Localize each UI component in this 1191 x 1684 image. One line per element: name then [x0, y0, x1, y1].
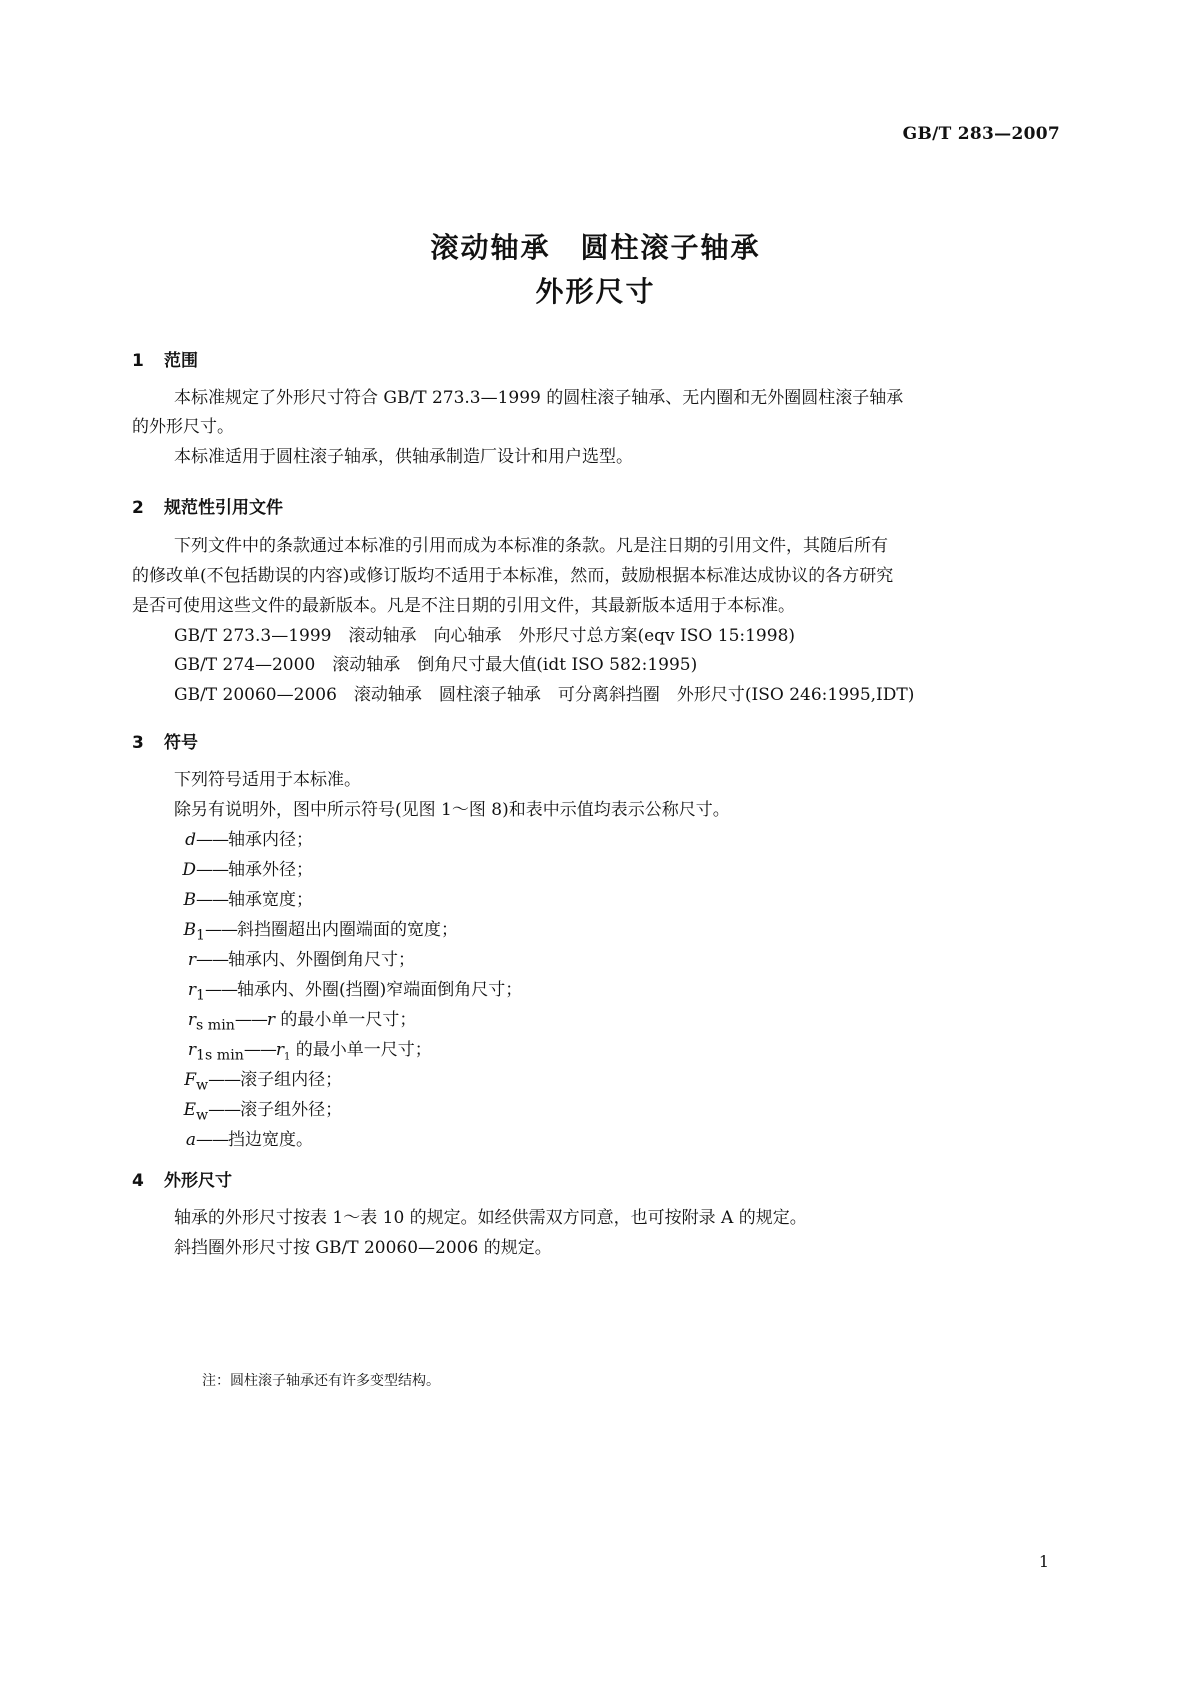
symbol-row	[120, 915, 458, 943]
page-number: 1	[1038, 1552, 1049, 1571]
symbol: B	[183, 920, 196, 940]
symbol: F	[184, 1070, 196, 1090]
description-subscript: 1	[283, 1051, 291, 1063]
em-dash: ——	[208, 1070, 241, 1090]
symbol-row	[120, 885, 313, 910]
em-dash: ——	[205, 980, 238, 1000]
symbol-row	[120, 975, 522, 1003]
symbol-subscript: w	[196, 1077, 209, 1094]
paragraph: 下列文件中的条款通过本标准的引用而成为本标准的条款。凡是注日期的引用文件，其随后所有	[174, 536, 888, 556]
em-dash: ——	[243, 1040, 276, 1060]
symbol-description: 轴承内、外圈(挡圈)窄端面倒角尺寸；	[237, 980, 523, 1000]
reference-item: GB/T 273.3—1999 滚动轴承 向心轴承 外形尺寸总方案(eqv ISO 15:1998)	[174, 626, 796, 646]
note: 注：圆柱滚子轴承还有许多变型结构。	[202, 1373, 440, 1389]
paragraph: 的修改单(不包括勘误的内容)或修订版均不适用于本标准，然而，鼓励根据本标准达成协议的各方研究	[132, 566, 894, 586]
symbol: r	[187, 1040, 196, 1060]
symbol-subscript: 1	[196, 987, 206, 1004]
title-line-2: 外形尺寸	[535, 275, 656, 308]
em-dash: ——	[208, 1100, 241, 1120]
section-1-heading	[132, 346, 198, 371]
document-code: GB/T 283—2007	[902, 124, 1060, 144]
symbol-row	[120, 945, 415, 970]
section-title: 规范性引用文件	[164, 498, 283, 518]
em-dash: ——	[196, 950, 228, 970]
symbol-description: 挡边宽度。	[228, 1130, 313, 1150]
paragraph: 轴承的外形尺寸按表 1～表 10 的规定。如经供需双方同意，也可按附录 A 的规定。	[174, 1208, 807, 1228]
symbol: a	[185, 1130, 196, 1150]
paragraph: 本标准规定了外形尺寸符合 GB/T 273.3—1999 的圆柱滚子轴承、无内圈和无外圈圆柱滚子轴承	[174, 388, 904, 408]
symbol-row	[120, 1065, 342, 1093]
paragraph: 是否可使用这些文件的最新版本。凡是不注日期的引用文件，其最新版本适用于本标准。	[132, 596, 795, 616]
symbol-subscript: 1	[196, 927, 206, 944]
symbol-subscript: w	[196, 1107, 209, 1124]
symbol-description: 的最小单一尺寸；	[274, 1010, 417, 1030]
symbol-description: 滚子组外径；	[240, 1100, 343, 1120]
symbol: d	[185, 830, 196, 850]
symbol-description: 的最小单一尺寸；	[290, 1040, 432, 1060]
symbol: B	[183, 890, 196, 910]
section-3-heading	[132, 728, 198, 753]
em-dash: ——	[196, 860, 228, 880]
title-line-1: 滚动轴承 圆柱滚子轴承	[430, 231, 761, 264]
section-number: 2	[132, 498, 144, 518]
symbol-row	[120, 1095, 342, 1123]
symbol: D	[182, 860, 196, 880]
paragraph: 下列符号适用于本标准。	[174, 770, 361, 790]
section-number: 4	[132, 1171, 144, 1191]
symbol-description: 轴承宽度；	[228, 890, 313, 910]
symbol-description: 滚子组内径；	[240, 1070, 343, 1090]
section-title: 符号	[164, 733, 198, 753]
reference-item: GB/T 20060—2006 滚动轴承 圆柱滚子轴承 可分离斜挡圈 外形尺寸(ISO 246:1995,IDT)	[174, 685, 915, 705]
symbol-description: 轴承内径；	[228, 830, 313, 850]
symbol-description: 轴承外径；	[228, 860, 313, 880]
symbol: r	[187, 1010, 196, 1030]
em-dash: ——	[196, 1130, 228, 1150]
symbol: r	[187, 950, 196, 970]
symbol: E	[183, 1100, 196, 1120]
section-number: 1	[132, 351, 144, 371]
paragraph: 除另有说明外，图中所示符号(见图 1～图 8)和表中示值均表示公称尺寸。	[174, 800, 730, 820]
em-dash: ——	[205, 920, 238, 940]
section-4-heading	[132, 1166, 232, 1191]
section-number: 3	[132, 733, 144, 753]
em-dash: ——	[234, 1010, 267, 1030]
reference-item: GB/T 274—2000 滚动轴承 倒角尺寸最大值(idt ISO 582:1995)	[174, 655, 698, 675]
section-2-heading	[132, 493, 283, 518]
section-title: 外形尺寸	[164, 1171, 232, 1191]
symbol-description: 斜挡圈超出内圈端面的宽度；	[237, 920, 459, 940]
symbol-row	[120, 1005, 416, 1033]
symbol-row	[120, 1125, 313, 1150]
section-title: 范围	[164, 351, 198, 371]
em-dash: ——	[196, 830, 228, 850]
paragraph: 的外形尺寸。	[132, 417, 234, 437]
description-symbol: r	[266, 1010, 275, 1030]
symbol-subscript: s min	[196, 1017, 235, 1034]
paragraph: 本标准适用于圆柱滚子轴承，供轴承制造厂设计和用户选型。	[174, 447, 633, 467]
description-symbol: r	[275, 1040, 284, 1060]
symbol-row	[120, 825, 313, 850]
symbol-row	[120, 855, 313, 880]
symbol: r	[187, 980, 196, 1000]
em-dash: ——	[196, 890, 228, 910]
symbol-row	[120, 1035, 432, 1063]
symbol-description: 轴承内、外圈倒角尺寸；	[228, 950, 415, 970]
paragraph: 斜挡圈外形尺寸按 GB/T 20060—2006 的规定。	[174, 1238, 552, 1258]
symbol-subscript: 1s min	[196, 1047, 244, 1064]
